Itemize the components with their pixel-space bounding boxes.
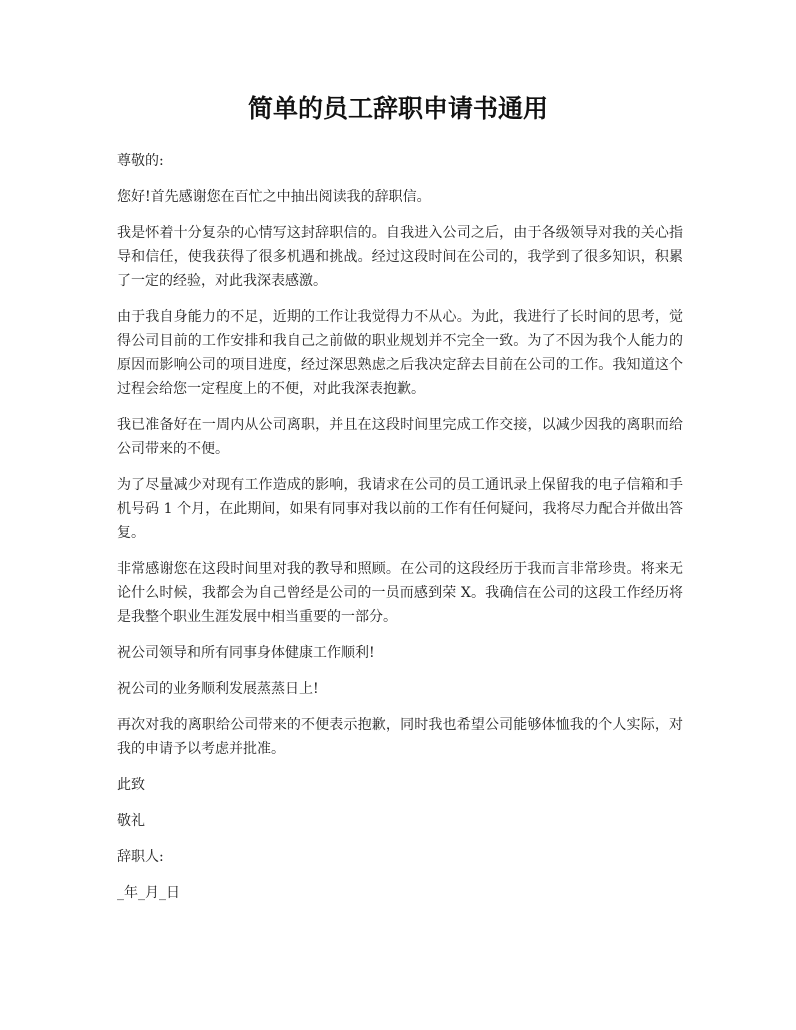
document-title: 简单的员工辞职申请书通用 — [247, 94, 548, 123]
body-paragraph: 非常感谢您在这段时间里对我的教导和照顾。在公司的这段经历于我而言非常珍贵。将来无论什么时候，我都会为自己曾经是公司的一员而感到荣 X。我确信在公司的这段工作经历将是我整个职业生涯发展中相当重要的一部分。 — [117, 561, 683, 625]
signature-label: 辞职人: — [117, 849, 164, 865]
body-paragraph: 为了尽量减少对现有工作造成的影响，我请求在公司的员工通讯录上保留我的电子信箱和手机号码 1 个月，在此期间，如果有同事对我以前的工作有任何疑问，我将尽力配合并做出答复。 — [117, 477, 683, 541]
closing-phrase: 此致 — [117, 777, 145, 793]
wish-line: 祝公司领导和所有同事身体健康工作顺利! — [117, 645, 375, 661]
closing-salute: 敬礼 — [117, 813, 145, 829]
wish-line: 祝公司的业务顺利发展蒸蒸日上! — [117, 681, 319, 697]
document-body — [117, 149, 683, 917]
body-paragraph: 由于我自身能力的不足，近期的工作让我觉得力不从心。为此，我进行了长时间的思考，觉得公司目前的工作安排和我自己之前做的职业规划并不完全一致。为了不因为我个人能力的原因而影响公司的项目进度，经过深思熟虑之后我决定辞去目前在公司的工作。我知道这个过程会给您一定程度上的不便，对此我深表抱歉。 — [117, 309, 683, 397]
body-paragraph: 我已准备好在一周内从公司离职，并且在这段时间里完成工作交接，以减少因我的离职而给公司带来的不便。 — [117, 417, 683, 457]
greeting-paragraph: 您好!首先感谢您在百忙之中抽出阅读我的辞职信。 — [117, 189, 431, 205]
body-paragraph: 我是怀着十分复杂的心情写这封辞职信的。自我进入公司之后，由于各级领导对我的关心指导和信任，使我获得了很多机遇和挑战。经过这段时间在公司的，我学到了很多知识，积累了一定的经验，对此我深表感激。 — [117, 225, 683, 289]
closing-paragraph: 再次对我的离职给公司带来的不便表示抱歉，同时我也希望公司能够体恤我的个人实际，对我的申请予以考虑并批准。 — [117, 717, 683, 757]
salutation: 尊敬的: — [117, 153, 164, 169]
date-line: _年_月_日 — [117, 885, 180, 901]
